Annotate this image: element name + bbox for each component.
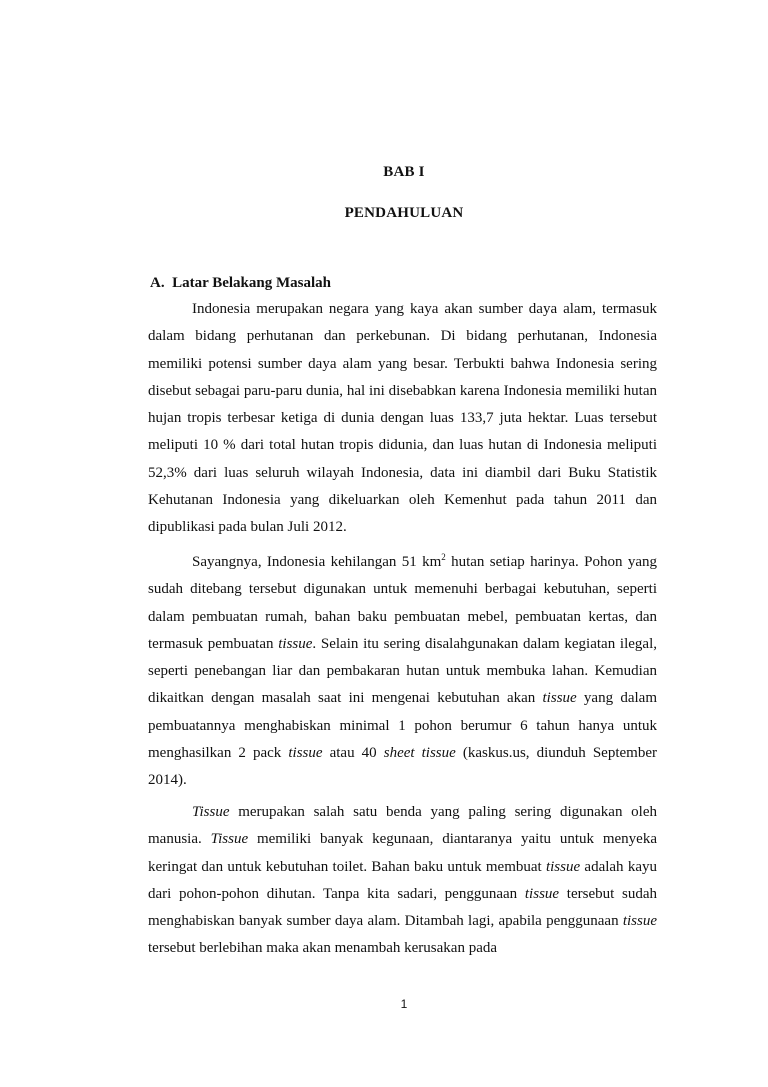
paragraph-3-text: tersebut sudah menghabiskan banyak sumber daya alam. Ditambah lagi, apabila penggunaan [148, 885, 658, 930]
paragraph-2-text: Sayangnya, Indonesia kehilangan 51 km [192, 554, 442, 570]
italic-term: tissue [545, 858, 581, 875]
page-number: 1 [400, 997, 408, 1011]
paragraph-3-text: memiliki banyak kegunaan, diantaranya yaitu untuk menyeka keringat dan untuk kebutuhan toilet. Bahan baku untuk membuat [148, 831, 657, 875]
italic-term: sheet tissue [383, 745, 456, 762]
italic-term: Tissue [210, 831, 249, 848]
paragraph-3-text: adalah kayu dari pohon-pohon dihutan. Tanpa kita sadari, penggunaan [148, 858, 657, 902]
paragraph-2-text: hutan setiap harinya. Pohon yang sudah ditebang tersebut digunakan untuk memenuhi berbagai kebutuhan, seperti dalam pembuatan rumah, bahan baku pembuatan mebel, pembuatan kertas, dan termasuk pembuatan [148, 554, 657, 652]
superscript-2: 2 [441, 552, 446, 562]
paragraph-2-text: (kaskus.us, diunduh September 2014). [148, 745, 657, 789]
paragraph-3-text: merupakan salah satu benda yang paling sering digunakan oleh manusia. [148, 804, 657, 848]
chapter-title: PENDAHULUAN [344, 205, 464, 221]
section-title: A. Latar Belakang Masalah [150, 275, 331, 291]
chapter-number: BAB I [383, 164, 425, 180]
italic-term: tissue [542, 690, 577, 707]
paragraph-3 [148, 799, 657, 963]
paragraph-2-text: yang dalam pembuatannya menghabiskan minimal 1 pohon berumur 6 tahun hanya untuk menghasilkan 2 pack [148, 690, 657, 762]
paragraph-3-text: tersebut berlebihan maka akan menambah kerusakan pada [148, 940, 498, 957]
italic-term: tissue [288, 745, 323, 762]
paragraph-2-text: . Selain itu sering disalahgunakan dalam kegiatan ilegal, seperti penebangan liar dan pembakaran hutan untuk membuka lahan. Kemudian dikaitkan dengan masalah saat ini mengenai kebutuhan akan [148, 635, 657, 707]
paragraph-1: Indonesia merupakan negara yang kaya akan sumber daya alam, termasuk dalam bidang perhutanan dan perkebunan. Di bidang perhutanan, Indonesia memiliki potensi sumber daya alam yang besar. Terbukti bahwa Indonesia sering disebut sebagai paru-paru dunia, hal ini disebabkan karena Indonesia memiliki hutan hujan tropis terbesar ketiga di dunia dengan luas 133,7 juta hektar. Luas tersebut meliputi 10 % dari total hutan tropis didunia, dan luas hutan di Indonesia meliputi 52,3% dari luas seluruh wilayah Indonesia, data ini diambil dari Buku Statistik Kehutanan Indonesia yang dikeluarkan oleh Kemenhut pada tahun 2011 dan dipublikasi pada bulan Juli 2012. [148, 301, 657, 536]
paragraph-2 [148, 549, 657, 795]
italic-term: Tissue [192, 804, 230, 820]
paragraph-2-text: atau 40 [322, 745, 384, 762]
italic-term: tissue [622, 913, 657, 930]
italic-term: tissue [524, 885, 560, 902]
italic-term: tissue [278, 635, 313, 652]
